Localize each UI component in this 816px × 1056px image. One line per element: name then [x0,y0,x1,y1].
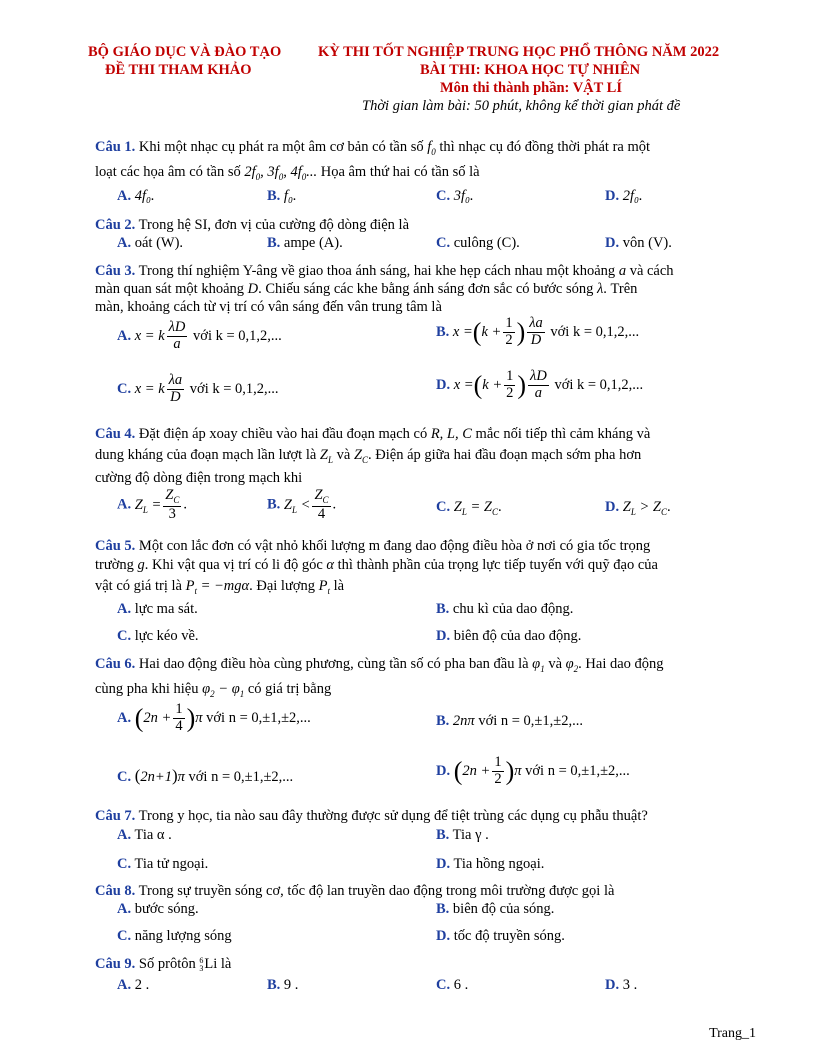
q3-option-d[interactable]: D. x =(k + $\frac{1}{2}$ ) $\frac{\lambda D}{a}$ với k = 0,1,2,... [436,368,644,401]
doc-type: ĐỀ THI THAM KHẢO [105,62,252,78]
question-9-stem: Câu 9. Số prôtôn 6 3 Li là [95,955,232,973]
q2-option-a[interactable]: A. oát (W). [117,235,184,251]
q7-option-d[interactable]: D. Tia hồng ngoại. [436,856,545,872]
exam-time: Thời gian làm bài: 50 phút, không kể thời gian phát đề [362,98,681,114]
question-5-line-3: vật có giá trị là $P_t = -mg\alpha$. Đại lượng $P_t$ là [95,578,345,596]
q2-option-b[interactable]: B. ampe (A). [267,235,343,251]
q4-option-d[interactable]: D. $Z_L > Z_C$. [605,499,671,517]
q2-option-c[interactable]: C. culông (C). [436,235,520,251]
question-3-line-3: màn, khoảng cách từ vị trí có vân sáng đến vân trung tâm là [95,299,442,315]
q1-option-b[interactable]: B. f₀. [267,188,297,204]
q5-option-c[interactable]: C. lực kéo về. [117,628,199,644]
q1-option-d[interactable]: D. 2f₀. [605,188,643,204]
q6-option-a[interactable]: A. (2n + $\frac{1}{4}$ )π với n = 0,±1,±2,... [117,701,311,734]
question-1-label: Câu 1. [95,139,136,155]
q9-option-b[interactable]: B. 9 . [267,977,299,993]
q4-option-c[interactable]: C. $Z_L = Z_C$. [436,499,502,517]
question-6-line-2: cùng pha khi hiệu $\varphi_2 - \varphi_1$ có giá trị bằng [95,681,332,699]
question-8-stem: Câu 8. Trong sự truyền sóng cơ, tốc độ lan truyền dao động trong môi trường được gọi là [95,883,615,899]
q7-option-c[interactable]: C. Tia tử ngoại. [117,856,209,872]
q3-option-c[interactable]: C. x = k $\frac{\lambda a}{D}$ với k = 0,1,2,... [117,372,279,405]
q5-option-a[interactable]: A. lực ma sát. [117,601,198,617]
question-6-line-1: Câu 6. Hai dao động điều hòa cùng phương, cùng tần số có pha ban đầu là $\varphi_1$ và $\varphi_2$. Hai dao động [95,656,664,674]
q1-option-c[interactable]: C. 3f₀. [436,188,474,204]
q7-option-a[interactable]: A. Tia α . [117,827,172,843]
q3-option-a[interactable]: A. x = k $\frac{\lambda D}{a}$ với k = 0,1,2,... [117,319,282,352]
q6-option-d[interactable]: D. (2n + $\frac{1}{2}$ )π với n = 0,±1,±2,... [436,754,630,787]
page-number: Trang_1 [709,1025,756,1041]
question-4-line-3: cường độ dòng điện trong mạch khi [95,470,303,486]
question-1-line-2: loạt các họa âm có tần số $2f_0$, $3f_0$, $4f_0$... Họa âm thứ hai có tần số là [95,164,480,182]
question-2-stem: Câu 2. Trong hệ SI, đơn vị của cường độ dòng điện là [95,217,409,233]
q4-option-b[interactable]: B. $Z_L$ < $\frac{Z_C}{4}$ . [267,487,337,522]
question-3-line-2: màn quan sát một khoảng D. Chiếu sáng các khe bằng ánh sáng đơn sắc có bước sóng λ. Trên [95,281,638,297]
test-name: BÀI THI: KHOA HỌC TỰ NHIÊN [420,62,641,78]
q6-option-c[interactable]: C. (2n+1)π với n = 0,±1,±2,... [117,766,294,785]
q8-option-c[interactable]: C. năng lượng sóng [117,928,232,944]
q9-option-a[interactable]: A. 2 . [117,977,150,993]
q8-option-a[interactable]: A. bước sóng. [117,901,199,917]
q6-option-b[interactable]: B. 2nπ với n = 0,±1,±2,... [436,713,583,729]
q2-option-d[interactable]: D. vôn (V). [605,235,672,251]
question-4-line-1: Câu 4. Đặt điện áp xoay chiều vào hai đầu đoạn mạch có R, L, C mắc nối tiếp thì cảm kháng và [95,426,651,442]
question-5-line-1: Câu 5. Một con lắc đơn có vật nhỏ khối lượng m đang dao động điều hòa ở nơi có gia tốc trọng [95,538,651,554]
exam-title: KỲ THI TỐT NGHIỆP TRUNG HỌC PHỔ THÔNG NĂM 2022 [318,44,720,60]
q1-option-a[interactable]: A. 4f₀. [117,188,155,204]
q3-option-b[interactable]: B. x =(k + $\frac{1}{2}$ ) $\frac{\lambda a}{D}$ với k = 0,1,2,... [436,315,640,348]
question-1-line-1: Câu 1. Khi một nhạc cụ phát ra một âm cơ bản có tần số $f_0$ thì nhạc cụ đó đồng thời phát ra một [95,139,651,157]
q7-option-b[interactable]: B. Tia γ . [436,827,489,843]
q9-option-c[interactable]: C. 6 . [436,977,469,993]
q8-option-b[interactable]: B. biên độ của sóng. [436,901,555,917]
question-7-stem: Câu 7. Trong y học, tia nào sau đây thường được sử dụng để tiệt trùng các dụng cụ phẫu thuật? [95,808,648,824]
question-4-line-2: dung kháng của đoạn mạch lần lượt là $Z_L$ và $Z_C$. Điện áp giữa hai đầu đoạn mạch sớm pha hơn [95,447,642,465]
ministry-name: BỘ GIÁO DỤC VÀ ĐÀO TẠO [88,44,282,60]
q4-option-a[interactable]: A. $Z_L$ = $\frac{Z_C}{3}$ . [117,487,187,522]
q8-option-d[interactable]: D. tốc độ truyền sóng. [436,928,565,944]
question-3-line-1: Câu 3. Trong thí nghiệm Y-âng về giao thoa ánh sáng, hai khe hẹp cách nhau một khoảng a và cách [95,263,674,279]
subject-name: Môn thi thành phần: VẬT LÍ [440,80,622,96]
q5-option-d[interactable]: D. biên độ của dao động. [436,628,582,644]
question-5-line-2: trường g. Khi vật qua vị trí có li độ góc α thì thành phần của trọng lực tiếp tuyến với quỹ đạo của [95,557,658,573]
q5-option-b[interactable]: B. chu kì của dao động. [436,601,574,617]
q9-option-d[interactable]: D. 3 . [605,977,638,993]
